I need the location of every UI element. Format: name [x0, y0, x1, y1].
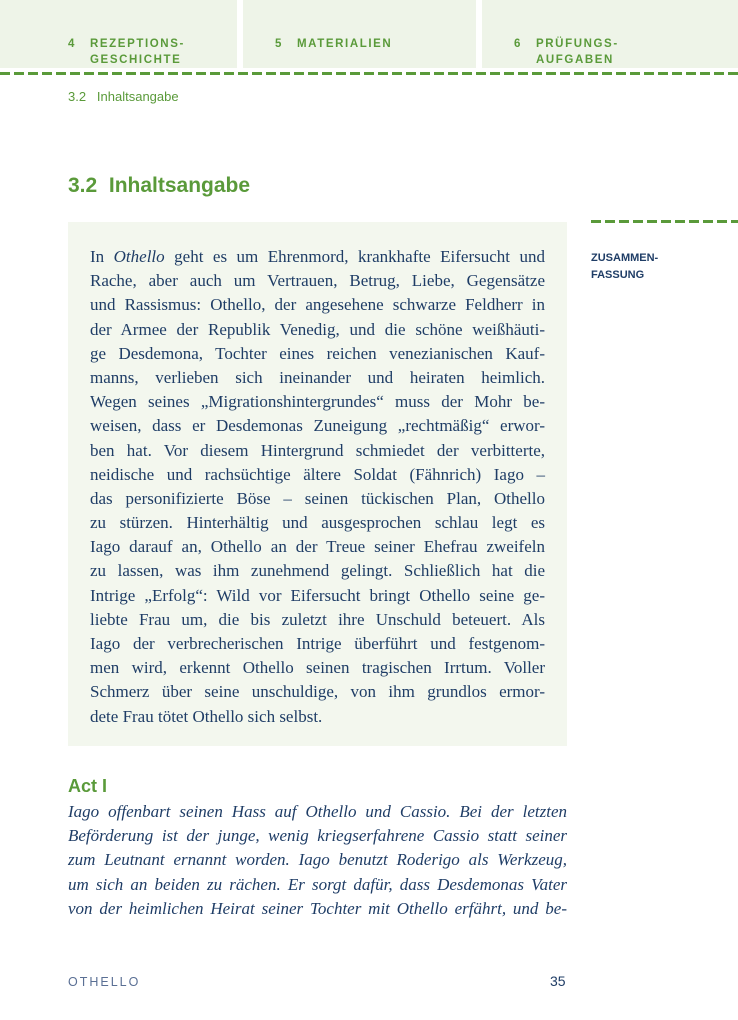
act-line: Beförderung ist der junge, wenig kriegserfahrene Cassio statt seiner	[68, 826, 567, 846]
tab-rezeptionsgeschichte[interactable]	[0, 0, 237, 68]
header-divider	[0, 72, 738, 75]
summary-line: ge Desdemona, Tochter eines reichen venezianischen Kauf-	[90, 343, 545, 363]
tab-number: 5	[275, 38, 283, 50]
summary-text	[90, 245, 545, 729]
summary-line: men wird, erkennt Othello seinen tragischen Irrtum. Voller	[90, 658, 545, 678]
tab-text	[90, 36, 185, 68]
summary-line: liebte Frau um, die bis zuletzt ihre Unschuld beteuert. Als	[90, 609, 545, 629]
act-heading: Act I	[68, 776, 108, 796]
play-title: Othello	[113, 247, 165, 266]
summary-line: Rache, aber auch um Vertrauen, Betrug, Liebe, Gegensätze	[90, 271, 545, 291]
summary-line: Intrige „Erfolg“: Wild vor Eifersucht bringt Othello seine ge-	[90, 585, 545, 605]
summary-line	[90, 245, 545, 269]
summary-line: zu lassen, was ihm zunehmend gelingt. Schließlich hat die	[90, 561, 545, 581]
margin-note	[591, 250, 658, 284]
summary-line: der Armee der Republik Venedig, und die schöne weißhäuti-	[90, 319, 545, 339]
footer-title: OTHELLO	[68, 975, 141, 989]
tab-text: MATERIALIEN	[297, 38, 393, 50]
breadcrumb-number: 3.2	[68, 89, 87, 104]
tab-materialien[interactable]	[243, 0, 476, 68]
margin-note-line: FASSUNG	[591, 269, 645, 281]
summary-line: zu stürzen. Hinterhältig und ausgesprochen schlau legt es	[90, 513, 545, 533]
breadcrumb	[68, 89, 179, 104]
act-line: von der heimlichen Heirat seiner Tochter mit Othello erfährt, und be-	[68, 898, 567, 918]
tab-number: 6	[514, 38, 522, 50]
tab-text-line2: GESCHICHTE	[90, 54, 182, 66]
act-line: Iago offenbart seinen Hass auf Othello und Cassio. Bei der letzten	[68, 802, 567, 821]
tab-text	[536, 36, 619, 68]
text-run: geht es um Ehrenmord, krankhafte Eifersucht und	[164, 247, 545, 266]
summary-line: neidische und rachsüchtige ältere Soldat (Fähnrich) Iago –	[90, 464, 545, 484]
summary-line: Iago darauf an, Othello an der Treue seiner Ehefrau zweifeln	[90, 537, 545, 557]
summary-line: dete Frau tötet Othello sich selbst.	[90, 706, 323, 726]
section-title: 3.2 Inhaltsangabe	[68, 174, 251, 197]
tab-text-line1: REZEPTIONS-	[90, 38, 185, 50]
summary-line: weisen, dass er Desdemonas Zuneigung „rechtmäßig“ erwor-	[90, 416, 545, 436]
summary-line: manns, verlieben sich ineinander und heiraten heimlich.	[90, 367, 545, 387]
tab-number: 4	[68, 38, 76, 50]
breadcrumb-label: Inhaltsangabe	[96, 89, 179, 104]
summary-line: Schmerz über seine unschuldige, von ihm grundlos ermor-	[90, 682, 545, 702]
tab-pruefungsaufgaben[interactable]	[482, 0, 738, 68]
summary-line: ben hat. Vor diesem Hintergrund schmiedet der verbitterte,	[90, 440, 545, 460]
margin-note-line: ZUSAMMEN-	[591, 252, 659, 264]
summary-line: das personifizierte Böse – seinen tückischen Plan, Othello	[90, 488, 545, 508]
tab-text-line2: AUFGABEN	[536, 54, 614, 66]
act-text	[68, 800, 567, 921]
text-run: In	[90, 247, 114, 266]
summary-line: Wegen seines „Migrationshintergrundes“ muss der Mohr be-	[90, 392, 545, 412]
margin-note-divider	[591, 220, 738, 223]
page-number: 35	[550, 973, 566, 989]
summary-line: Iago der verbrecherischen Intrige überführt und festgenom-	[90, 634, 545, 653]
summary-line: und Rassismus: Othello, der angesehene schwarze Feldherr in	[90, 295, 545, 315]
tab-text-line1: PRÜFUNGS-	[536, 38, 619, 50]
act-line: zum Leutnant ernannt worden. Iago benutzt Roderigo als Werkzeug,	[68, 850, 567, 870]
act-line: um sich an beiden zu rächen. Er sorgt dafür, dass Desdemonas Vater	[68, 874, 567, 894]
